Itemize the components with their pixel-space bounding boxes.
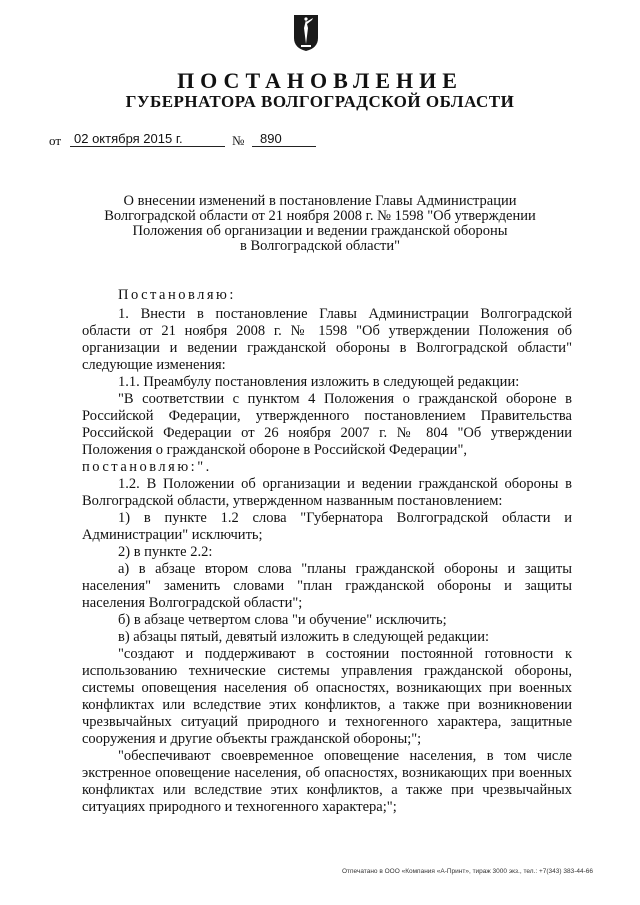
paragraph: а) в абзаце втором слова "планы гражданской обороны и защиты населения" заменить словами "план гражданской обороны и защиты населения Волгоградской области"; — [82, 561, 572, 611]
decree-word: Постановляю: — [118, 287, 236, 303]
paragraph: 2) в пункте 2.2: — [118, 544, 213, 560]
paragraph: б) в абзаце четвертом слова "и обучение" исключить; — [118, 612, 447, 628]
date-field: 02 октября 2015 г. — [70, 131, 225, 147]
print-note: Отпечатано в ООО «Компания «А-Принт», тираж 3000 экз., тел.: +7(343) 383-44-66 — [342, 868, 593, 875]
paragraph: в) абзацы пятый, девятый изложить в следующей редакции: — [118, 629, 489, 645]
document-body — [82, 287, 572, 816]
paragraph: "создают и поддерживают в состоянии постоянной готовности к использованию технические системы управления гражданской обороны, системы оповещения населения об опасностях, возникающих при военных конфликтах или вследствие этих конфликтов, а также при возникновении чрезвычайных ситуаций природного и техногенного характера, защитные сооружения и другие объекты гражданской обороны;"; — [82, 646, 572, 747]
paragraph: "обеспечивают своевременное оповещение населения, в том числе экстренное оповещение населения, об опасностях, возникающих при военных конфликтах или вследствие этих конфликтов, а также при чрезвычайных ситуациях природного и техногенного характера;"; — [82, 748, 572, 815]
paragraph: 1. Внести в постановление Главы Администрации Волгоградской области от 21 ноября 2008 г. № 1598 "Об утверждении Положения об организации и ведении гражданской обороны в Волгоградской области" следующие изменения: — [82, 306, 572, 373]
date-prefix: от — [49, 133, 62, 148]
paragraph: 1.1. Преамбулу постановления изложить в следующей редакции: — [118, 374, 520, 390]
heading-line: Волгоградской области от 21 ноября 2008 г. № 1598 "Об утверждении — [104, 208, 536, 224]
document-type-title: ПОСТАНОВЛЕНИЕ — [177, 68, 463, 93]
paragraph: 1) в пункте 1.2 слова "Губернатора Волгоградской области и Администрации" исключить; — [82, 510, 572, 543]
paragraph: "В соответствии с пунктом 4 Положения о гражданской обороне в Российской Федерации, утвержденного постановлением Правительства Российской Федерации от 26 ноября 2007 г. № 804 "Об утверждении Положения о гражданской обороне в Российской Федерации", — [82, 391, 572, 458]
heading-line: Положения об организации и ведении гражданской обороны — [132, 223, 508, 239]
number-prefix: № — [232, 133, 245, 148]
document-heading — [60, 194, 580, 254]
issuer-title: ГУБЕРНАТОРА ВОЛГОГРАДСКОЙ ОБЛАСТИ — [125, 92, 515, 111]
number-field: 890 — [252, 131, 316, 147]
paragraph: 1.2. В Положении об организации и ведении гражданской обороны в Волгоградской области, утвержденном названным постановлением: — [82, 476, 572, 509]
paragraph: постановляю:". — [82, 459, 212, 475]
heading-line: в Волгоградской области" — [239, 238, 401, 254]
date-number-line — [49, 131, 349, 153]
heading-line: О внесении изменений в постановление Главы Администрации — [123, 193, 517, 209]
coat-of-arms-icon — [293, 14, 319, 52]
